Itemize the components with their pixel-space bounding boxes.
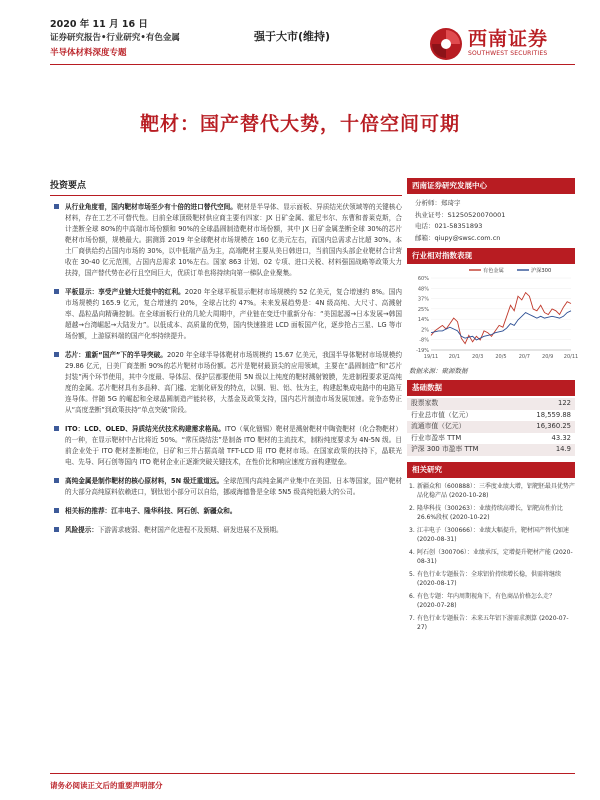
related-header: 相关研究: [407, 462, 575, 478]
stats-label: 行业总市值（亿元）: [411, 410, 473, 419]
related-date: (2020-07-28): [417, 602, 457, 609]
stats-row: [407, 433, 575, 445]
related-item[interactable]: [407, 526, 575, 545]
related-date: (2020-07-27): [417, 614, 569, 631]
stats-label: 流通市值（亿元）: [411, 422, 466, 430]
related-text: 有色行业专题报告：未来五年铝下游需求测算: [417, 614, 538, 622]
key-point: [50, 525, 402, 536]
chart-x-tick: 20/5: [495, 354, 507, 360]
chart-x-tick: 20/1: [448, 354, 460, 360]
key-point-lead: 相关标的推荐：: [65, 507, 112, 515]
key-point: [50, 350, 402, 416]
related-item[interactable]: [407, 482, 575, 501]
bullet-icon: [54, 204, 59, 209]
chart-legend-label: 有色金属: [483, 268, 504, 274]
chart-x-tick: 19/11: [423, 354, 439, 360]
related-text: 有色行业专题报告：全球铝价持续增长稳，供需将继续: [417, 570, 562, 578]
related-date: (2020-10-28): [448, 492, 489, 499]
bullet-icon: [54, 426, 59, 431]
related-date: (2020-08-17): [417, 580, 457, 587]
related-number: 7.: [409, 614, 415, 622]
related-date: (2020-10-22): [449, 514, 490, 521]
related-text: 有色专题：年内周期视角下，有色商品价格怎么走？: [417, 592, 556, 600]
analyst-cert: 执业证号：S1250520070001: [415, 210, 506, 219]
key-point-lead: 从行业角度看，国内靶材市场至少有十倍的进口替代空间。: [65, 203, 237, 211]
bullet-icon: [54, 352, 59, 357]
key-point-text: 江丰电子、隆华科技、阿石创、新疆众和。: [111, 507, 237, 515]
bullet-icon: [54, 527, 59, 532]
related-text: 隆华科技（300263）：业绩持续高增长，铝靶高性价比 26.6%段权: [417, 504, 563, 521]
related-item[interactable]: [407, 614, 575, 633]
related-number: 6.: [409, 592, 415, 600]
related-number: 2.: [409, 504, 415, 512]
stats-label: 沪深 300 市盈率 TTM: [411, 445, 479, 453]
related-text: 阿石创（300706）：业绩承压，定增提升靶材产能: [417, 548, 551, 556]
chart-y-tick: 2%: [421, 327, 429, 334]
analyst-phone: 电话：021-58351893: [415, 222, 483, 230]
chart-x-tick: 20/9: [542, 354, 554, 360]
related-number: 4.: [409, 548, 415, 556]
key-point-lead: 高纯金属是制作靶材的核心原材料，5N 级迁重道远。: [65, 477, 224, 485]
related-text: 新疆众和（600888）：三季度业绩大增，铝靶胚最具优势产品化稳产品: [417, 482, 575, 499]
stats-table: [407, 396, 575, 462]
stats-value: 122: [558, 399, 571, 407]
key-points-column: [50, 178, 402, 544]
stats-row: [407, 410, 575, 422]
chart-y-tick: 37%: [417, 296, 429, 303]
key-point-text: 靶材是半导体、显示面板、异质结光伏领域等的关键核心材料，存在工艺不可替代性。目前全球顶级靶材供应商主要有四家：JX 日矿金属、霍尼韦尔、东曹和普莱克斯，合计垄断全球 80%的中高端市场份额和 90%的全球晶圆制造靶材市场份额，其中 JX 日矿金属垄断全球 30%的芯片靶材市场份额，规模最大。据测算 2019 年全球靶材市场规模在 160 亿美元左右，而国内总需求占比超 30%。本土厂商供给约占国内市场的 30%，以中低端产品为主，高端靶材主要从美日韩进口，当前国内头部企业靶材合计营收在 30-40 亿元范围，占国内总需求 10%左右。国家 863 计划、02 专项、进口关税、材料强国战略等政策大力扶持，国产替代势在必行且空间巨大，优质订单也将持续向第一梯队企业聚集。: [65, 203, 403, 277]
related-item[interactable]: [407, 504, 575, 523]
chart-y-tick: -19%: [416, 348, 429, 354]
related-number: 3.: [409, 526, 415, 534]
bullet-icon: [54, 508, 59, 513]
stats-header: 基础数据: [407, 380, 575, 396]
stats-value: 43.32: [551, 433, 571, 442]
stats-row: [407, 421, 575, 433]
key-point-lead: 芯片：重新“国产”下的半导突破。: [65, 351, 167, 359]
analyst-info: [407, 194, 575, 248]
stats-value: 14.9: [555, 445, 571, 453]
relative-index-chart: [407, 264, 579, 364]
chart-header: 行业相对指数表现: [407, 248, 575, 264]
stats-value: 18,559.88: [536, 410, 571, 419]
key-point: [50, 506, 402, 517]
institute-header: 西南证券研究发展中心: [407, 178, 575, 194]
chart-x-tick: 20/3: [472, 354, 484, 360]
key-points-list: [50, 202, 402, 536]
stats-row: [407, 398, 575, 410]
header-divider: [50, 64, 575, 65]
key-point-text: 下游需求疲弱、靶材国产化进程不及预期、研发进展不及预期。: [97, 526, 283, 534]
logo-text-cn: 西南证券: [468, 28, 549, 50]
related-item[interactable]: [407, 592, 575, 611]
analyst-name: 分析师：郑琦宇: [415, 199, 461, 207]
key-point: [50, 202, 402, 279]
key-point-text: 2020 年全球平板显示靶材市场规模约 52 亿美元，复合增速约 8%。国内市场规模约 165.9 亿元，复合增速约 20%，全球占比约 47%。未来发展趋势是：4N 级高纯、大尺寸、高溅射率、晶粒晶向精确控制。在全球面板行业的几轮大周期中，产业链在变迁中重新分布：“美国起源→日本发展→韩国超越→台湾崛起→大陆发力”。以低成本、高质量的优势，国内快速推进 LCD 面板国产化，逐步抢占三星、LG 等市场份额，上游原料端的国产化率持续提升。: [65, 288, 403, 340]
related-date: (2020-08-31): [417, 536, 457, 543]
chart-svg: [407, 264, 579, 364]
key-point: [50, 287, 402, 342]
key-point-lead: 风险提示：: [65, 526, 98, 534]
key-points-divider: [50, 195, 402, 196]
key-point-lead: 平板显示：享受产业链大迁徙中的红利。: [65, 288, 185, 296]
report-topic: 半导体材料深度专题: [50, 48, 127, 58]
bullet-icon: [54, 478, 59, 483]
related-item[interactable]: [407, 570, 575, 589]
chart-y-tick: 48%: [417, 286, 429, 293]
key-point: [50, 424, 402, 468]
report-type: 证券研究报告•行业研究•有色金属: [50, 33, 180, 43]
chart-legend-label: 沪深300: [531, 268, 552, 274]
related-item[interactable]: [407, 548, 575, 567]
chart-x-tick: 20/7: [518, 354, 530, 360]
logo-text-en: SOUTHWEST SECURITIES: [468, 50, 548, 57]
key-point-text: 全球范围内高纯金属产业集中在美国、日本等国家，国产靶材的大部分高纯原料依赖进口，钢钛铝小部分可以自给，挪威海德鲁是全球 5N5 级高纯铝最大的公司。: [65, 477, 402, 496]
chart-y-tick: 60%: [417, 276, 429, 282]
key-point-text: ITO（氧化铟锡）靶材是溅射靶材中陶瓷靶材（化合物靶材）的一种，在显示靶材中占比将近 50%。“常压烧结法”是制备 ITO 靶材的主流技术，制粉纯度要求为 4N-5N 级。目前企业处于 ITO 靶材垄断地位，日矿和三井占据高端 TFT-LCD 用 ITO 靶材市场。在国家政策的扶持下，晶联光电、先导、阿石创等国内 ITO 靶材企业正逐渐突破关键技术，在性价比和响应速度方面构建壁垒。: [65, 425, 402, 466]
stats-label: 行业市盈率 TTM: [411, 433, 462, 442]
sidebar: [407, 178, 579, 636]
key-points-heading: 投资要点: [50, 181, 87, 191]
analyst-email[interactable]: 邮箱：qiupy@swsc.com.cn: [415, 233, 501, 242]
chart-y-tick: 14%: [417, 317, 429, 324]
footer-disclaimer: 请务必阅读正文后的重要声明部分: [50, 781, 163, 790]
related-date: (2020-08-31): [417, 548, 573, 565]
related-text: 江丰电子（300666）：业绩大幅提升，靶材国产替代加速: [417, 526, 569, 534]
industry-rating: 强于大市(维持): [254, 30, 331, 43]
report-title: 靶材：国产替代大势，十倍空间可期: [139, 113, 460, 135]
related-number: 5.: [409, 570, 415, 578]
key-point: [50, 476, 402, 498]
chart-series-line: [431, 293, 571, 344]
related-number: 1.: [409, 482, 415, 490]
key-point-lead: ITO：LCD、OLED、异质结光伏技术构建需求格局。: [65, 425, 225, 433]
chart-y-tick: 25%: [417, 306, 429, 313]
stats-value: 16,360.25: [536, 422, 571, 430]
chart-x-tick: 20/11: [563, 354, 579, 360]
logo-mark-icon: [428, 26, 464, 62]
key-point-text: 2020 年全球半导体靶材市场规模约 15.67 亿美元，我国半导体靶材市场规模约 29.86 亿元，日美厂商垄断 90%的芯片靶材市场份额。芯片是靶材最顶尖的应用领域，主要在“晶圆制造”和“芯片封装”两个环节使用，其中今度最、导体层、保护层都要使用 5N 级以上纯度的靶材溅射镀膜，先进制程要求更高纯度的金属。芯片靶材具有多品种、高门槛、定制化研发的特点，以铜、钽、铝、钛为主，构建起集成电路中的电路互连导体。伴随 5G 的崛起和全球晶圆制造产能转移，大基金及政策支持，国内芯片制造市场发展加速。竞争态势正从“高度垄断”到政策扶持“单点突破”阶段。: [65, 351, 402, 414]
stats-row: [407, 444, 575, 456]
chart-series-line: [431, 311, 571, 340]
stats-label: 股票家数: [411, 399, 439, 407]
footer-divider: [50, 773, 575, 774]
report-date: 2020 年 11 月 16 日: [50, 19, 148, 30]
bullet-icon: [54, 289, 59, 294]
related-list: [407, 478, 575, 633]
chart-source: 数据来源：聚源数据: [409, 367, 468, 375]
chart-y-tick: -8%: [419, 337, 429, 344]
